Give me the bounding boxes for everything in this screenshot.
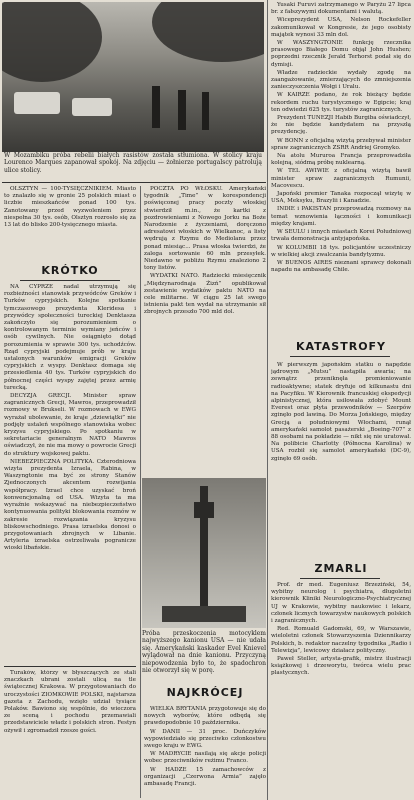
news-item: INDIE i PAKISTAN przeprowadzą rozmowy na temat wznowienia łączności i komunikacji między krajami. <box>271 206 411 227</box>
news-item: W KAIRZE podano, że rok bieżący będzie rekordem ruchu turystycznego w Egipcie; kraj ten odwiedzi 625 tys. turystów zagranicznych. <box>271 92 411 113</box>
disasters-text: W pierwszym japońskim statku o napędzie jądrowym „Mutsu” nastąpiła awaria; na zewnątrz przeniknęła promieniowanie radioaktywne; statek dryfuje od kilkunastu dni na Pacyfiku. W Kierownik francuskiej ekspedycji alpinistycznej, która usiłowała zdobyć Mount Everest oraz płyta przewodników — Szerpów zginęło pod lawiną. Do Morza Jońskiego, między Grecją a południowymi Włochami, runął amerykański samolot pasażerski „Boeing-707” z 88 osobami na pokładzie — nikt się nie uratował. Na polibicie Charlotty (Północna Karolina) w USA rozbił się samolot amerykański (DC-9), zginęło 69 osób. <box>271 362 411 462</box>
news-item: W WASZYNGTONIE funkcję rzecznika prasowego Białego Domu objął John Hushen; poprzedni rzecznik Jerald Terhorst podał się do dymisji. <box>271 40 411 68</box>
divider <box>290 356 390 357</box>
festival-text: Turaków, którzy w błyszczących ze stali znaczkach ubrani zostali ulicą na tle świątecznej Krakowa. W przygotowaniach do uroczystości ZIOMKOWIE POLSKI, najstarsza gazeta z Zachodu, wzięło udział tysiące Polaków. Bawiono się wspólnie, do wieczora ze sceną i pochodu przemawiali przedstawiciele władz i polskich stron. Festyn ożywił i zgromadził rzesze gości. <box>4 670 136 734</box>
krotko-heading: KRÓTKO <box>41 264 99 277</box>
poczta-item: POCZTA PO WŁOSKU. Amerykański tygodnik „Time” w korespondencji poświęconej pracy poczty włoskiej stwierdził m.in., że kartki z pozdrowieniami z Nowego Jorku na Boże Narodzenie z życzeniami, doręczono adresatowi włoskich w Wielkanoc, a listy wędrują z Rzymu do Mediolanu przez ponad miesiąc... Prasa włoska twierdzi, że zalega sortowanie 60 mln przesyłek. Niedawno w pobliżu Rzymu znaleziono 2 tony listów. <box>144 186 266 272</box>
cyprus-item: NA CYPRZE nadal utrzymują się rozbieżności stanowisk przywódców Greków i Turków cypryjskich. Kolejne spotkanie tymczasowego prezydenta Kleridesa i przywódcy społeczności tureckiej Denktasza zakończyło się porozumieniem o kontrolowanym terminie wymiany jeńców i osób cywilnych. Nie osiągnięto dotąd porozumienia w sprawie 300 tys. uchodźców. Rząd cypryjski podejmuje prób w kraju ustalonych warunków emigracji Greków cypryjskich z wyspy. Denktasz domaga się przesiedlenia 40 tys. Turków cypryjskich do północnej części wyspy zajętej przez armię turecką. <box>4 284 136 391</box>
photo-car-shape <box>72 98 112 116</box>
canyon-tower-photo <box>142 478 266 628</box>
festival-note <box>4 670 136 798</box>
najkrocej-heading: NAJKRÓCEJ <box>166 686 244 699</box>
news-item: Japoński premier Tanaka rozpoczął wizytę w USA, Meksyku, Brazylii i Kanadzie. <box>271 191 411 205</box>
news-item: Yusaki Furuvi zatrzymanego w Paryżu 27 lipca br. z fałszywymi dokumentami i walutą. <box>271 2 411 16</box>
photo-tree-shape <box>152 2 264 62</box>
news-item: Władze radzieckie wydały zgodę na zaangażowanie, zmierzających do zmniejszenia zanieczyszczenia Wołgi i Uralu. <box>271 69 411 91</box>
obituary-item: Prof. dr med. Eugeniusz Brzeziński, 54, wybitny neurolog i psychiatra, długoletni kierownik Kliniki Neurologiczno-Psychiatrycznej UJ w Krakowie, wybitny naukowiec i lekarz, członek licznych towarzystw naukowych polskich i zagranicznych. <box>271 582 411 625</box>
obituary-item: Paweł Steller, artysta-grafik, mistrz ilustracji książkowej i drzeworytu, twórca wielu prac plastycznych. <box>271 656 411 677</box>
right-top-items <box>271 2 411 334</box>
column-divider <box>140 186 141 798</box>
zmarli-column <box>271 582 411 798</box>
news-item: W BONN z oficjalną wizytą przebywał minister spraw zagranicznych ZSRR Andriej Gromyko. <box>271 137 411 151</box>
najkrocej-item: W MADRYCIE nasilają się akcje policji wobec przeciwników reżimu Franco. <box>144 751 266 765</box>
katastrofy-heading: KATASTROFY <box>295 340 387 353</box>
israel-item: NIEBEZPIECZNA POLITYKA. Czterodniowa wizyta prezydenta Izraela, Rabina, w Waszyngtonie ma być ze strony Stanów Zjednoczonych akcentem rozwijania współpracy. Izrael chce uzyskać broń konwencjonalną od USA. Wizyta ta ma wyraźnie wskazywać na niebezpieczeństwo kontynuowania polityki blokowania rozmów w zakresie rozwiązania kryzysu bliskowschodniego. Prasa izraelska donosi o przygotowaniach zbrojnych w Libanie. Artyleria izraelska ostrzeliwała pogranicze wioski libańskie. <box>4 458 136 552</box>
olsztyn-story <box>4 186 136 260</box>
news-item: Na atolu Mururoa Francja przeprowadziła kolejną, siódmą próbę nuklearną. <box>271 153 411 167</box>
photo-soldier-shape <box>202 92 209 130</box>
photo-caption: W Mozambiku próba rebelii białych rasistów została stłumiona. W stolicy kraju Lourenco Marques zapanował spokój. Na zdjęciu — żołnierze portugalscy patrolują ulice stolicy. <box>4 152 262 174</box>
divider <box>20 280 120 281</box>
news-item: W KOLUMBII 18 tys. policjantów uczestniczy w wielkiej akcji zwalczania bandytyzmu. <box>271 244 411 258</box>
photo-tree-shape <box>2 2 102 82</box>
news-item: Wiceprezydent USA, Nelson Rockefeller zakomunikował w Kongresie, że jego osobisty majątek wynosi 33 mln dol. <box>271 17 411 38</box>
tower-caption: Próba przeskoczenia motocyklem najwyższego kanionu USA — nie udała się. Amerykański kaskader Evel Knievel wylądował na dnie kanionu. Przyczyną niepowodzenia było to, że spadochron nie otworzył się w porę. <box>142 630 266 675</box>
news-item: W BUENOS AIRES nieznani sprawcy dokonali napadu na ambasadę Chile. <box>271 259 411 274</box>
nato-item: WYDATKI NATO. Radziecki miesięcznik „Międzynarodnaja Żizń” opublikował zestawienie wydatków paktu NATO na cele militarne. W ciągu 25 lat swego istnienia pakt ten wydał na utrzymanie sił zbrojnych przeszło 700 mld dol. <box>144 273 266 316</box>
najkrocej-item: W DANII — 31 proc. Duńczyków wypowiedziało się przeciwko członkostwu swego kraju w EWG. <box>144 728 266 750</box>
najkrocej-item: W HADZE 15 zamachowców z organizacji „Czerwona Armia” zajęło ambasadę Francji. <box>144 766 266 788</box>
mozambique-street-photo <box>2 2 264 152</box>
obituary-item: Red. Romuald Gadomski, 69, w Warszawie, wieloletni członek Stowarzyszenia Dziennikarzy Polskich, b. redaktor naczelny tygodnika „Radio i Telewizja”, lewicowy działacz polityczny. <box>271 626 411 654</box>
tower-top-shape <box>194 502 214 518</box>
zmarli-heading: ZMARLI <box>314 562 368 575</box>
news-item: W TEL AWIWIE z oficjalną wizytą bawił minister spraw zagranicznych Rumunii, Macovescu. <box>271 168 411 189</box>
najkrocej-item: WIELKA BRYTANIA przygotowuje się do nowych wyborów, które odbędą się prawdopodobnie 10 października. <box>144 706 266 727</box>
tower-base-shape <box>162 606 246 622</box>
photo-soldier-shape <box>152 86 160 128</box>
news-item: W SEULU i innych miastach Korei Południowej trwała demonstracja antyjapońska. <box>271 229 411 243</box>
najkrocej-column <box>144 706 266 798</box>
krotko-column <box>4 284 136 662</box>
katastrofy-column <box>271 362 411 558</box>
divider <box>4 666 136 667</box>
olsztyn-text: OLSZTYN — 100-TYSIĘCZNIKIEM. Miasto to znalazło się w gronie 25 polskich miast o liczbie mieszkańców ponad 100 tys. Zanotowany przed wyzwoleniem przez niespełna 30 tys. osób, Olsztyn rozrosło się za 13 lat do blisko 200-tysięcznego miasta. <box>4 186 136 229</box>
photo-car-shape <box>14 92 60 114</box>
divider <box>2 182 266 183</box>
news-item: Prezydent TUNEZJI Habib Burgiba oświadczył, że nie będzie kandydatem na przyszłą prezydencję. <box>271 115 411 136</box>
column-divider <box>267 0 268 800</box>
photo-soldier-shape <box>178 90 186 130</box>
middle-items <box>144 186 266 474</box>
greece-item: DECYZJA GRECJI. Minister spraw zagranicznych Grecji, Mawros, przeprowadził rozmowy w Brukseli. W rozmowach w EWG wyrażał ubolewanie, że kraje „dziewiątki” nie podjęły ustaleń wspólnego stanowiska wobec kryzysu cypryjskiego. Po spotkaniu w sekretariacie generalnym NATO Mawros oświadczył, że nie ma mowy o powrocie Grecji do struktury wojskowej paktu. <box>4 393 136 457</box>
divider <box>300 578 380 579</box>
